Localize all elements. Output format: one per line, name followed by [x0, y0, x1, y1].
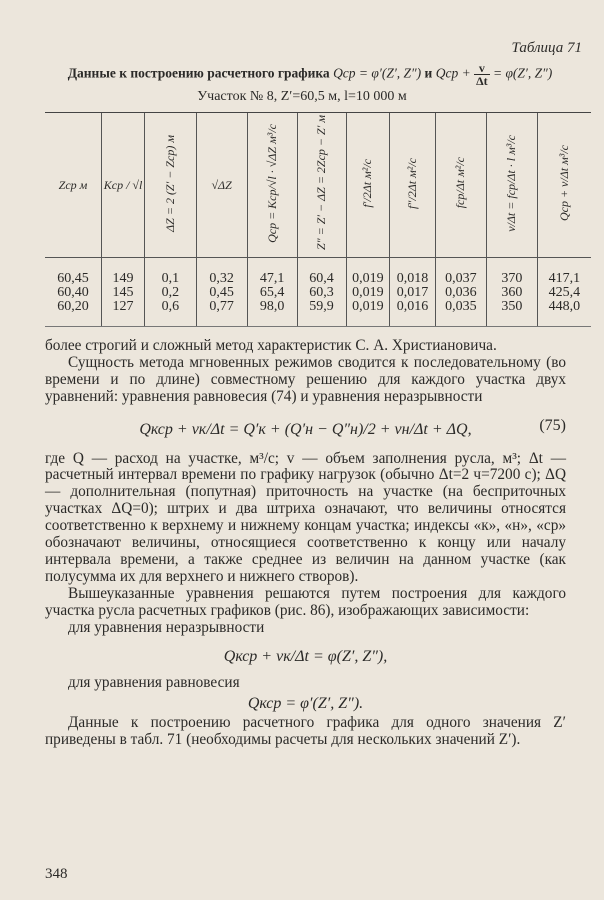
column-header — [537, 113, 591, 258]
table-cell: 60,4 — [297, 258, 346, 287]
table-title-fraction — [474, 62, 490, 87]
table-cell: 417,1 — [537, 258, 591, 287]
equation-equilibrium: Qкср = φ′(Z′, Z″). — [247, 695, 364, 713]
table-cell: 350 — [487, 300, 538, 327]
table-cell: 0,016 — [390, 300, 436, 327]
table-cell: 0,32 — [196, 258, 247, 287]
column-header — [101, 113, 144, 258]
data-table — [45, 112, 591, 327]
table-cell: 127 — [101, 300, 144, 327]
column-header-label: fср/Δt м²/с — [453, 157, 468, 209]
table-cell: 0,018 — [390, 258, 436, 287]
equation-continuity: Qкср + vк/Δt = φ(Z′, Z″), — [223, 647, 388, 665]
table-cell: 0,019 — [346, 286, 390, 300]
table-cell: 0,1 — [145, 258, 197, 287]
paragraph: более строгий и сложный метод характеристик С. А. Христиановича. — [45, 337, 497, 354]
table-row — [45, 286, 591, 300]
paragraph: Сущность метода мгновенных режимов сводится к последовательному (во времени и по длине) совместному решению для каждого участка двух уравнений: уравнения равновесия (74) и уравнения неразрывности — [45, 353, 566, 405]
table-cell: 0,6 — [145, 300, 197, 327]
fraction-denominator: Δt — [476, 74, 488, 88]
column-header-label: f′/2Δt м²/с — [360, 158, 375, 208]
table-subtitle: Участок № 8, Z′=60,5 м, l=10 000 м — [197, 89, 407, 104]
table-cell: 0,017 — [390, 286, 436, 300]
table-cell: 47,1 — [247, 258, 297, 287]
table-body — [45, 258, 591, 327]
fraction-numerator: v — [474, 62, 490, 75]
table-title-text: Данные к построению расчетного графика — [67, 65, 330, 81]
column-header — [45, 113, 101, 258]
column-header — [487, 113, 538, 258]
equation-number: (75) — [539, 416, 566, 434]
table-cell: 425,4 — [537, 286, 591, 300]
column-header-label: Qср + v/Δt м³/с — [556, 144, 571, 222]
table-cell: 98,0 — [247, 300, 297, 327]
table-cell: 60,3 — [297, 286, 346, 300]
table-cell: 60,45 — [57, 271, 89, 286]
table-cell: 0,037 — [435, 258, 486, 287]
table-title-formula-1: Qср = φ′(Z′, Z″) — [333, 65, 422, 81]
table-cell: 145 — [101, 286, 144, 300]
table-cell: 59,9 — [297, 300, 346, 327]
column-header-label: f″/2Δt м²/с — [404, 157, 419, 209]
table-title-and: и — [424, 65, 433, 81]
column-header-label: Z″ = Z′ − ΔZ = 2Zср − Z′ м — [314, 115, 329, 251]
column-header-label: v/Δt = fср/Δt · l м³/с — [504, 134, 519, 232]
column-header-label: √ΔZ — [211, 177, 232, 192]
equation-text: Qкср + vк/Δt = Q′к + (Q′н − Q″н)/2 + vн/Δt + ΔQ, — [139, 420, 472, 438]
table-title-formula-2-left: Qср + — [435, 65, 471, 81]
column-header-label: Kср / √l — [103, 177, 143, 192]
table-cell: 0,019 — [346, 258, 390, 287]
table-cell: 0,019 — [346, 300, 390, 327]
table-cell: 60,20 — [45, 300, 101, 327]
table-cell: 0,77 — [196, 300, 247, 327]
table-cell: 370 — [487, 258, 538, 287]
paragraph: для уравнения равновесия — [68, 674, 240, 692]
table-cell: 0,035 — [435, 300, 486, 327]
page-number: 348 — [45, 866, 68, 882]
column-header-label: Qср = Kср/√l · √ΔZ м³/с — [264, 123, 279, 243]
equation-75 — [45, 406, 566, 451]
table-cell: 60,40 — [57, 285, 89, 300]
table-row — [45, 300, 591, 327]
column-header — [145, 113, 197, 258]
table-header-row — [45, 113, 591, 258]
column-header — [435, 113, 486, 258]
paragraph: для уравнения неразрывности — [68, 618, 265, 636]
column-header — [196, 113, 247, 258]
table-cell: 0,2 — [145, 286, 197, 300]
table-row — [45, 258, 591, 287]
column-header — [247, 113, 297, 258]
table-cell: 149 — [101, 258, 144, 287]
paragraph: где Q — расход на участке, м³/с; v — объем заполнения русла, м³; Δt — расчетный интервал времени по графику нагрузок (обычно Δt=2 ч=7200 с); ΔQ — дополнительная (попутная) приточность на участке (на бесприточных участках ΔQ=0); штрих и два штриха означают, что величины относятся соответственно к верхнему и нижнему концам участка; индексы «к», «н», «ср» обозначают величины, относящиеся соответственно к концу или началу интервала времени, а также среднее из величин на данном участке (как полусумма их для верхнего и нижнего створов). — [45, 449, 566, 585]
table-title — [30, 62, 590, 87]
column-header — [346, 113, 390, 258]
table-cell: 0,45 — [196, 286, 247, 300]
paragraph: Вышеуказанные уравнения решаются путем построения для каждого участка русла расчетных графиков (рис. 86), изображающих зависимости: — [45, 584, 566, 619]
column-header-label: ΔZ = 2 (Z′ − Zср) м — [162, 134, 177, 232]
table-cell: 65,4 — [247, 286, 297, 300]
body-text — [45, 338, 566, 749]
table-cell: 448,0 — [537, 300, 591, 327]
table-cell: 0,036 — [435, 286, 486, 300]
column-header — [390, 113, 436, 258]
paragraph: Данные к построению расчетного графика для одного значения Z′ приведены в табл. 71 (необходимы расчеты для нескольких значений Z′). — [45, 714, 566, 749]
column-header-label: Zср м — [58, 177, 88, 192]
table-label: Таблица 71 — [511, 40, 582, 56]
column-header — [297, 113, 346, 258]
table-cell: 360 — [487, 286, 538, 300]
table-title-formula-2-right: = φ(Z′, Z″) — [492, 65, 553, 81]
